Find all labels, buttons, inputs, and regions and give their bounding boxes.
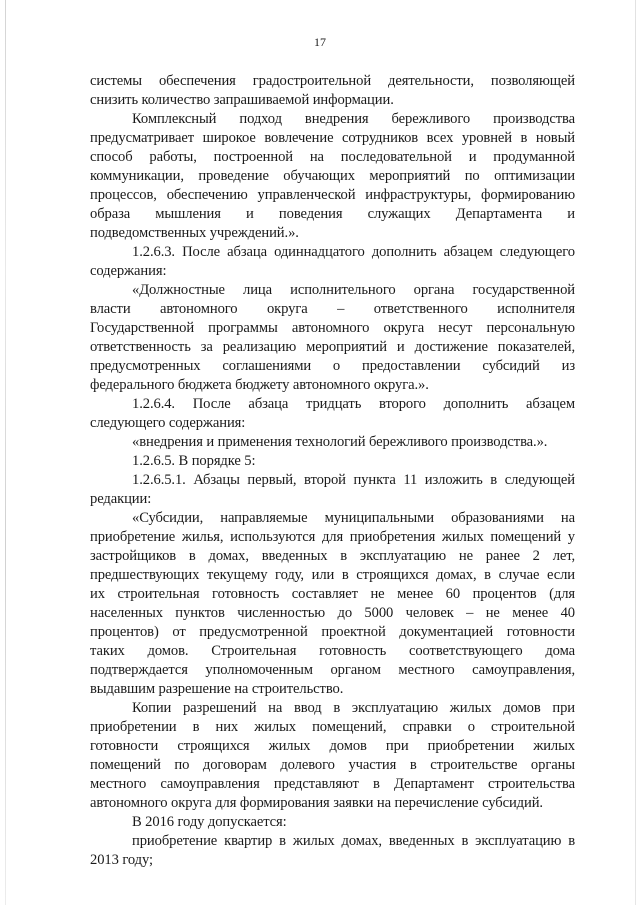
text-line: образа мышления и поведения служащих Департамента и [90,206,575,222]
paragraph-12 [90,832,575,870]
text-line: подведомственных учреждений.». [90,225,299,241]
text-line: Государственной программы автономного округа несут персональную [90,320,575,336]
text-line: приобретении в них жилых помещений, справки о строительной [90,719,575,735]
document-body [90,72,575,870]
text-line: 1.2.6.3. После абзаца одиннадцатого дополнить абзацем следующего [132,244,575,260]
text-line: Комплексный подход внедрения бережливого производства [132,111,575,127]
paragraph-9 [90,509,575,699]
text-line: «Должностные лица исполнительного органа государственной [132,282,575,298]
text-line: процессов, обеспечению управленческой инфраструктуры, формированию [90,187,575,203]
paragraph-10 [90,699,575,813]
text-line: помещений по договорам долевого участия в строительстве органы [90,757,575,773]
paragraph-8 [90,471,575,509]
text-line: выдавшим разрешение на строительство. [90,681,344,697]
paragraph-4 [90,281,575,395]
text-line: снизить количество запрашиваемой информации. [90,92,394,108]
text-line: содержания: [90,263,167,279]
text-line: предусматривает широкое вовлечение сотрудников всех уровней в новый [90,130,575,146]
text-line: 1.2.6.4. После абзаца тридцать второго дополнить абзацем [132,396,575,412]
text-line: федерального бюджета бюджету автономного округа.». [90,377,429,393]
text-line: предусмотренных соглашениями о предоставлении субсидий из [90,358,575,374]
text-line: коммуникации, проведение обучающих мероприятий по оптимизации [90,168,575,184]
text-line: В 2016 году допускается: [132,814,287,830]
text-line: готовности строящихся жилых домов при приобретении жилых [90,738,575,754]
paragraph-5 [90,395,575,433]
text-line: предшествующих текущему году, или в строящихся домах, в случае если [90,567,575,583]
paragraph-7 [90,452,575,471]
paragraph-6 [90,433,575,452]
text-line: власти автономного округа – ответственного исполнителя [90,301,575,317]
paragraph-1 [90,72,575,110]
text-line: 1.2.6.5.1. Абзацы первый, второй пункта 11 изложить в следующей [132,472,575,488]
text-line: автономного округа для формирования заявки на перечисление субсидий. [90,795,543,811]
scan-edge-right [635,0,636,905]
text-line: способ работы, построенной на последовательной и продуманной [90,149,575,165]
text-line: «внедрения и применения технологий бережливого производства.». [132,434,548,450]
text-line: местного самоуправления представляют в Департамент строительства [90,776,575,792]
text-line: населенных пунктов численностью до 5000 человек – не менее 40 [90,605,575,621]
text-line: подтверждается уполномоченным органом местного самоуправления, [90,662,575,678]
text-line: их строительная готовность составляет не менее 60 процентов (для [90,586,575,602]
paragraph-2 [90,110,575,243]
text-line: ответственность за реализацию мероприятий и достижение показателей, [90,339,575,355]
text-line: 1.2.6.5. В порядке 5: [132,453,256,469]
paragraph-11 [90,813,575,832]
text-line: приобретение жилья, используются для приобретения жилых помещений у [90,529,575,545]
text-line: 2013 году; [90,852,153,868]
text-line: редакции: [90,491,152,507]
text-line: «Субсидии, направляемые муниципальными образованиями на [132,510,575,526]
text-line: застройщиков в домах, введенных в эксплуатацию не ранее 2 лет, [90,548,575,564]
text-line: Копии разрешений на ввод в эксплуатацию жилых домов при [132,700,575,716]
page-number: 17 [314,35,326,49]
paragraph-3 [90,243,575,281]
text-line: таких домов. Строительная готовность соответствующего дома [90,643,575,659]
text-line: приобретение квартир в жилых домах, введенных в эксплуатацию в [132,833,575,849]
text-line: системы обеспечения градостроительной деятельности, позволяющей [90,73,575,89]
text-line: процентов) от предусмотренной проектной документацией готовности [90,624,575,640]
scan-edge-left [5,0,6,905]
text-line: следующего содержания: [90,415,246,431]
